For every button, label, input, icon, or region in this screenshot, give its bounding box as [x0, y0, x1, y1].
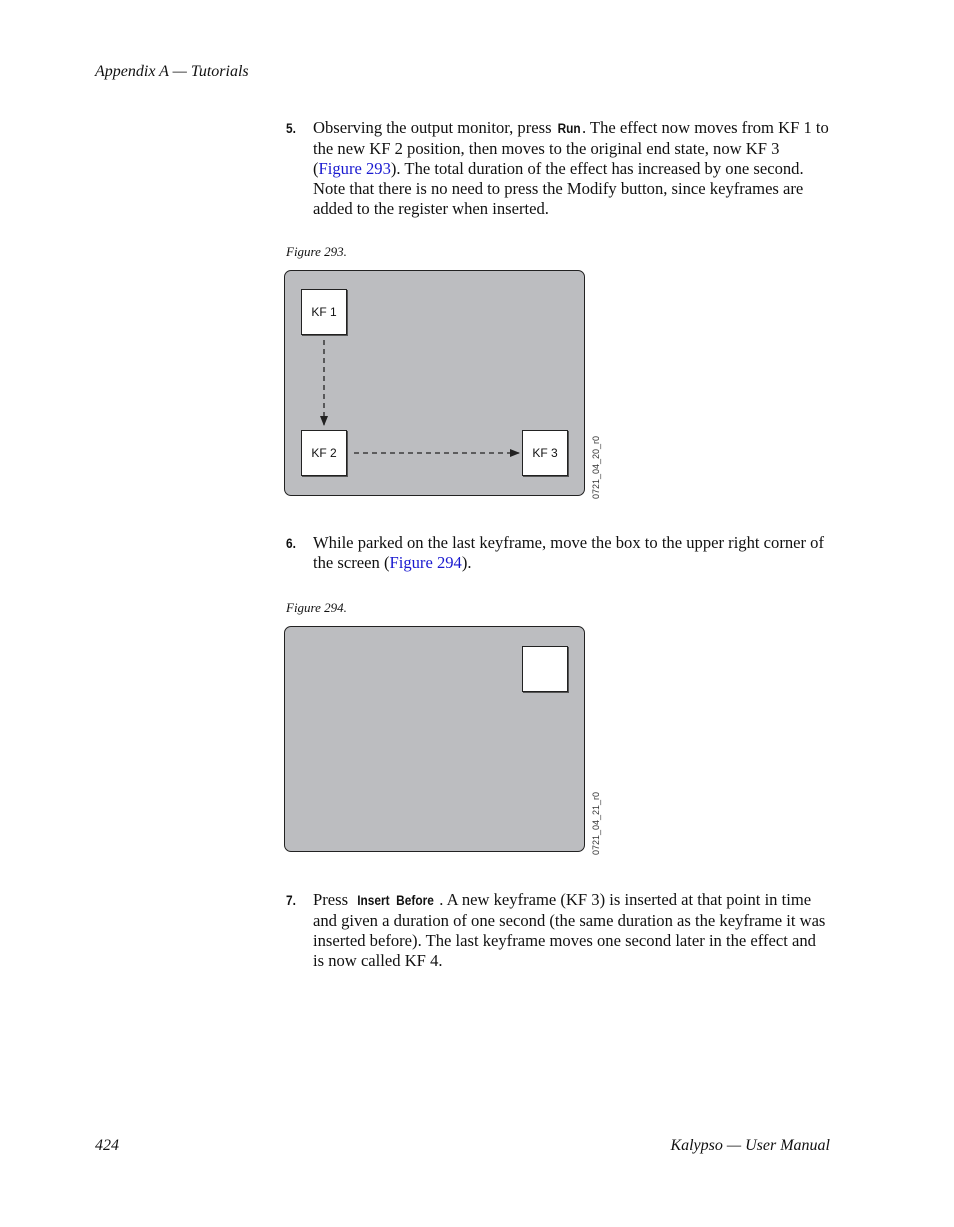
- figure-294-screen: [284, 626, 585, 852]
- figure-294-id: 0721_04_21_r0: [591, 791, 601, 855]
- step-7: [286, 890, 831, 971]
- keyframe-box-kf3: KF 3: [522, 430, 568, 476]
- figure-293-screen: [284, 270, 585, 496]
- button-name-run: Run: [557, 121, 581, 136]
- step-number: 5.: [286, 120, 296, 136]
- page-number: 424: [95, 1137, 119, 1154]
- button-name-insert-before: Insert Before: [357, 893, 434, 908]
- moved-box: [522, 646, 568, 692]
- figure-293-caption: Figure 293.: [286, 244, 347, 259]
- running-header: Appendix A — Tutorials: [95, 63, 249, 80]
- step-text: Observing the output monitor, press Run. The effect now moves from KF 1 to the new KF 2 position, then moves to the original end state, now KF 3 (Figure 293). The total duration of the effect has increased by one second. Note that there is no need to press the Modify button, since keyframes are added to the register when inserted.: [313, 118, 829, 218]
- keyframe-box-kf2: KF 2: [301, 430, 347, 476]
- footer-manual-title: Kalypso — User Manual: [670, 1137, 830, 1154]
- step-number: 6.: [286, 535, 296, 551]
- step-text: Press Insert Before . A new keyframe (KF 3) is inserted at that point in time and given a duration of one second (the same duration as the keyframe it was inserted before). The last keyframe moves one second later in the effect and is now called KF 4.: [313, 890, 826, 970]
- step-6: [286, 533, 831, 573]
- step-text: While parked on the last keyframe, move the box to the upper right corner of the screen (Figure 294).: [313, 533, 825, 572]
- step-number: 7.: [286, 892, 296, 908]
- figure-293-link[interactable]: Figure 293: [318, 159, 391, 178]
- keyframe-box-kf1: KF 1: [301, 289, 347, 335]
- step-5: [286, 118, 831, 219]
- figure-294-link[interactable]: Figure 294: [389, 553, 462, 572]
- figure-294-caption: Figure 294.: [286, 600, 347, 615]
- figure-293-id: 0721_04_20_r0: [591, 435, 601, 499]
